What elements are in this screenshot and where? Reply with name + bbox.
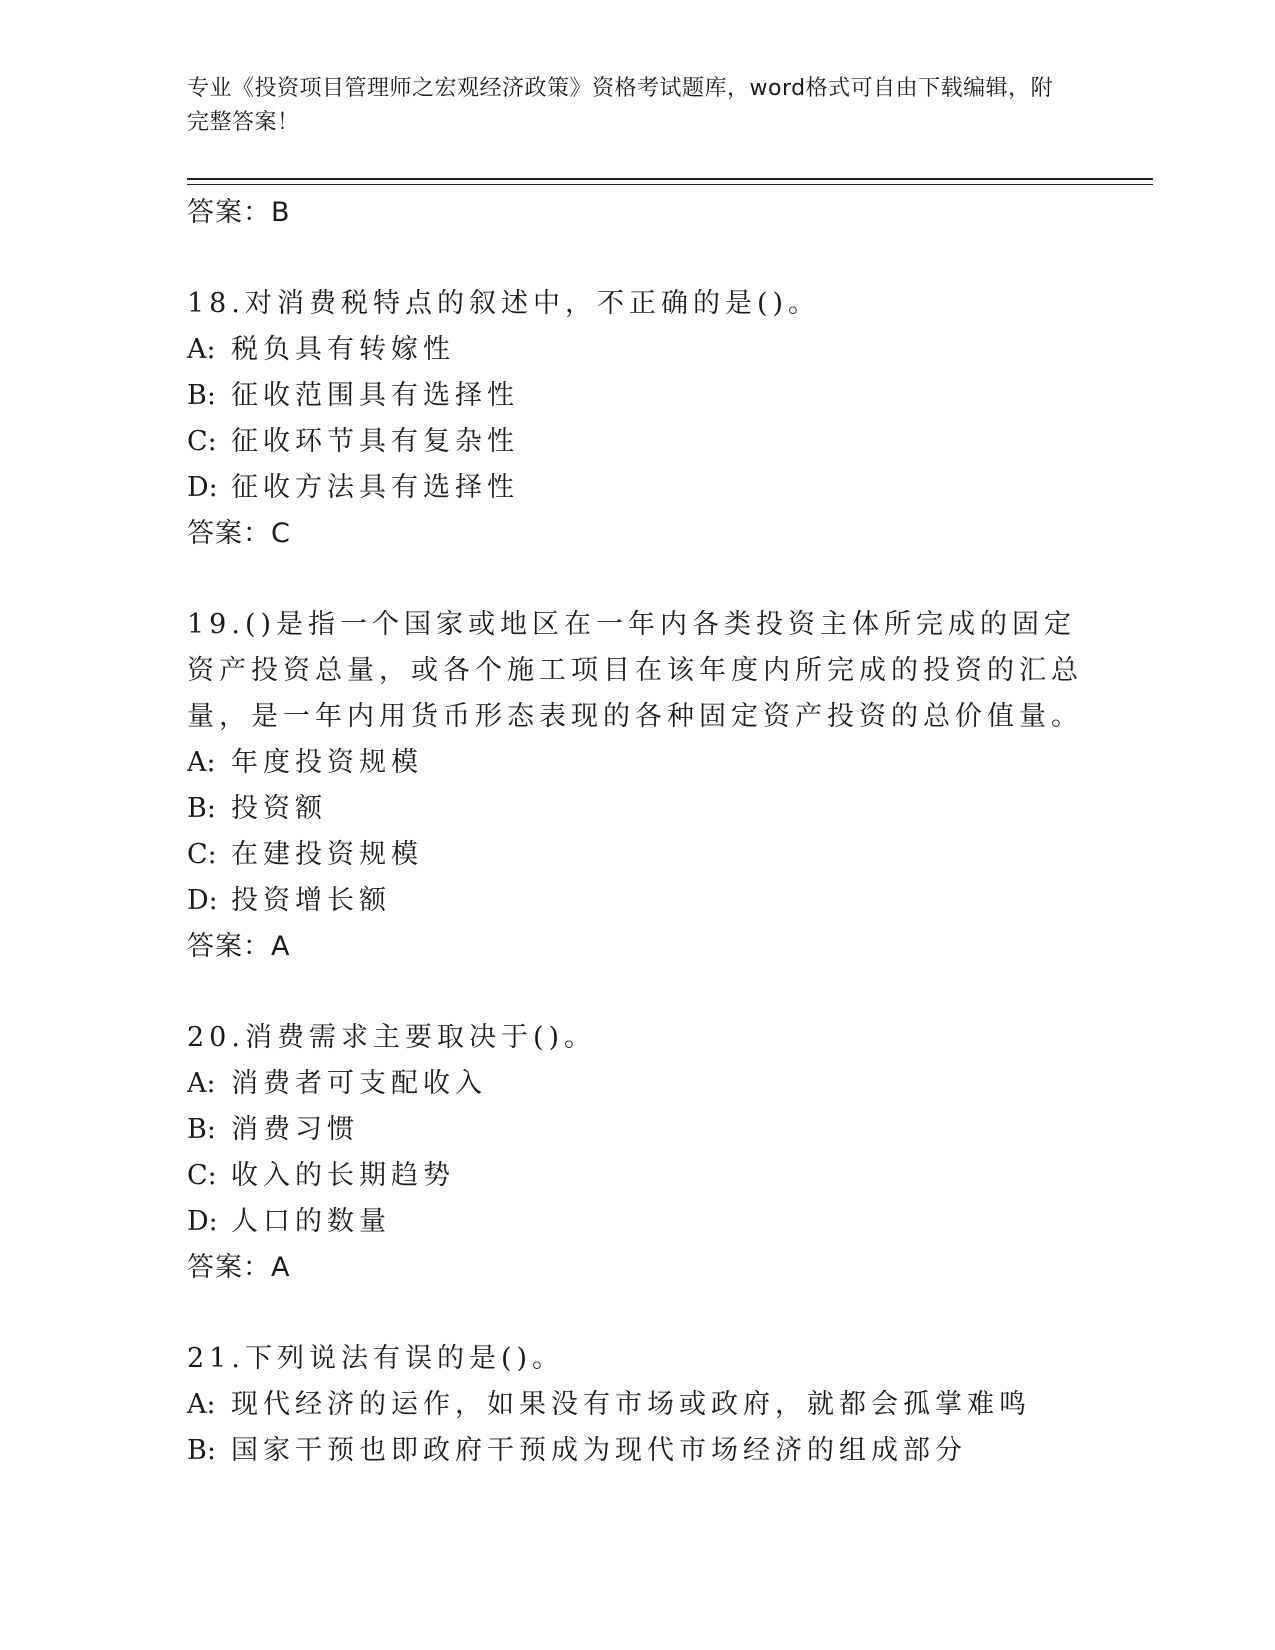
option-letter: D: — [187, 1206, 218, 1237]
option-letter: C: — [187, 1160, 217, 1191]
option-text: 消费者可支配收入 — [231, 1068, 487, 1099]
option-text: 消费习惯 — [231, 1114, 359, 1145]
answer-17: 答案：B — [187, 197, 291, 228]
option-c — [187, 832, 1087, 878]
question-stem: 20.消费需求主要取决于()。 — [187, 1022, 597, 1053]
option-a — [187, 1061, 1087, 1107]
option-letter: B: — [187, 380, 216, 411]
option-d — [187, 1199, 1087, 1245]
option-b — [187, 373, 1087, 419]
option-a — [187, 327, 1087, 373]
question-18 — [187, 281, 1087, 557]
option-text: 征收范围具有选择性 — [231, 380, 519, 411]
option-letter: C: — [187, 839, 217, 870]
document-body — [187, 190, 1087, 1474]
header-rule-thick — [187, 178, 1153, 180]
option-d — [187, 465, 1087, 511]
option-letter: D: — [187, 885, 218, 916]
option-a — [187, 740, 1087, 786]
option-letter: B: — [187, 793, 216, 824]
option-letter: A: — [187, 334, 216, 365]
option-b — [187, 786, 1087, 832]
question-stem: 19.()是指一个国家或地区在一年内各类投资主体所完成的固定资产投资总量，或各个施工项目在该年度内所完成的投资的汇总量，是一年内用货币形态表现的各种固定资产投资的总价值量。 — [187, 609, 1083, 732]
option-letter: D: — [187, 472, 218, 503]
answer-18: 答案：C — [187, 518, 291, 549]
option-text: 收入的长期趋势 — [231, 1160, 455, 1191]
page-header: 专业《投资项目管理师之宏观经济政策》资格考试题库，word格式可自由下载编辑，附完整答案！ — [187, 76, 1054, 135]
option-text: 年度投资规模 — [231, 747, 423, 778]
option-text: 征收环节具有复杂性 — [231, 426, 519, 457]
question-stem: 18.对消费税特点的叙述中，不正确的是()。 — [187, 288, 821, 319]
question-19 — [187, 602, 1087, 970]
option-b — [187, 1428, 1087, 1474]
option-text: 征收方法具有选择性 — [231, 472, 519, 503]
answer-20: 答案：A — [187, 1252, 291, 1283]
option-c — [187, 1153, 1087, 1199]
option-a — [187, 1382, 1087, 1428]
option-text: 现代经济的运作，如果没有市场或政府，就都会孤掌难鸣 — [231, 1389, 1031, 1420]
option-letter: A: — [187, 747, 216, 778]
option-text: 国家干预也即政府干预成为现代市场经济的组成部分 — [231, 1435, 967, 1466]
option-text: 投资增长额 — [231, 885, 391, 916]
option-letter: C: — [187, 426, 217, 457]
header-rule-thin — [187, 184, 1153, 185]
option-d — [187, 878, 1087, 924]
option-letter: B: — [187, 1435, 216, 1466]
question-stem: 21.下列说法有误的是()。 — [187, 1343, 565, 1374]
question-20 — [187, 1015, 1087, 1291]
option-letter: A: — [187, 1389, 216, 1420]
option-text: 人口的数量 — [231, 1206, 391, 1237]
option-c — [187, 419, 1087, 465]
answer-19: 答案：A — [187, 931, 291, 962]
option-b — [187, 1107, 1087, 1153]
option-text: 税负具有转嫁性 — [231, 334, 455, 365]
question-21 — [187, 1336, 1087, 1474]
option-letter: B: — [187, 1114, 216, 1145]
option-letter: A: — [187, 1068, 216, 1099]
option-text: 在建投资规模 — [231, 839, 423, 870]
option-text: 投资额 — [231, 793, 327, 824]
